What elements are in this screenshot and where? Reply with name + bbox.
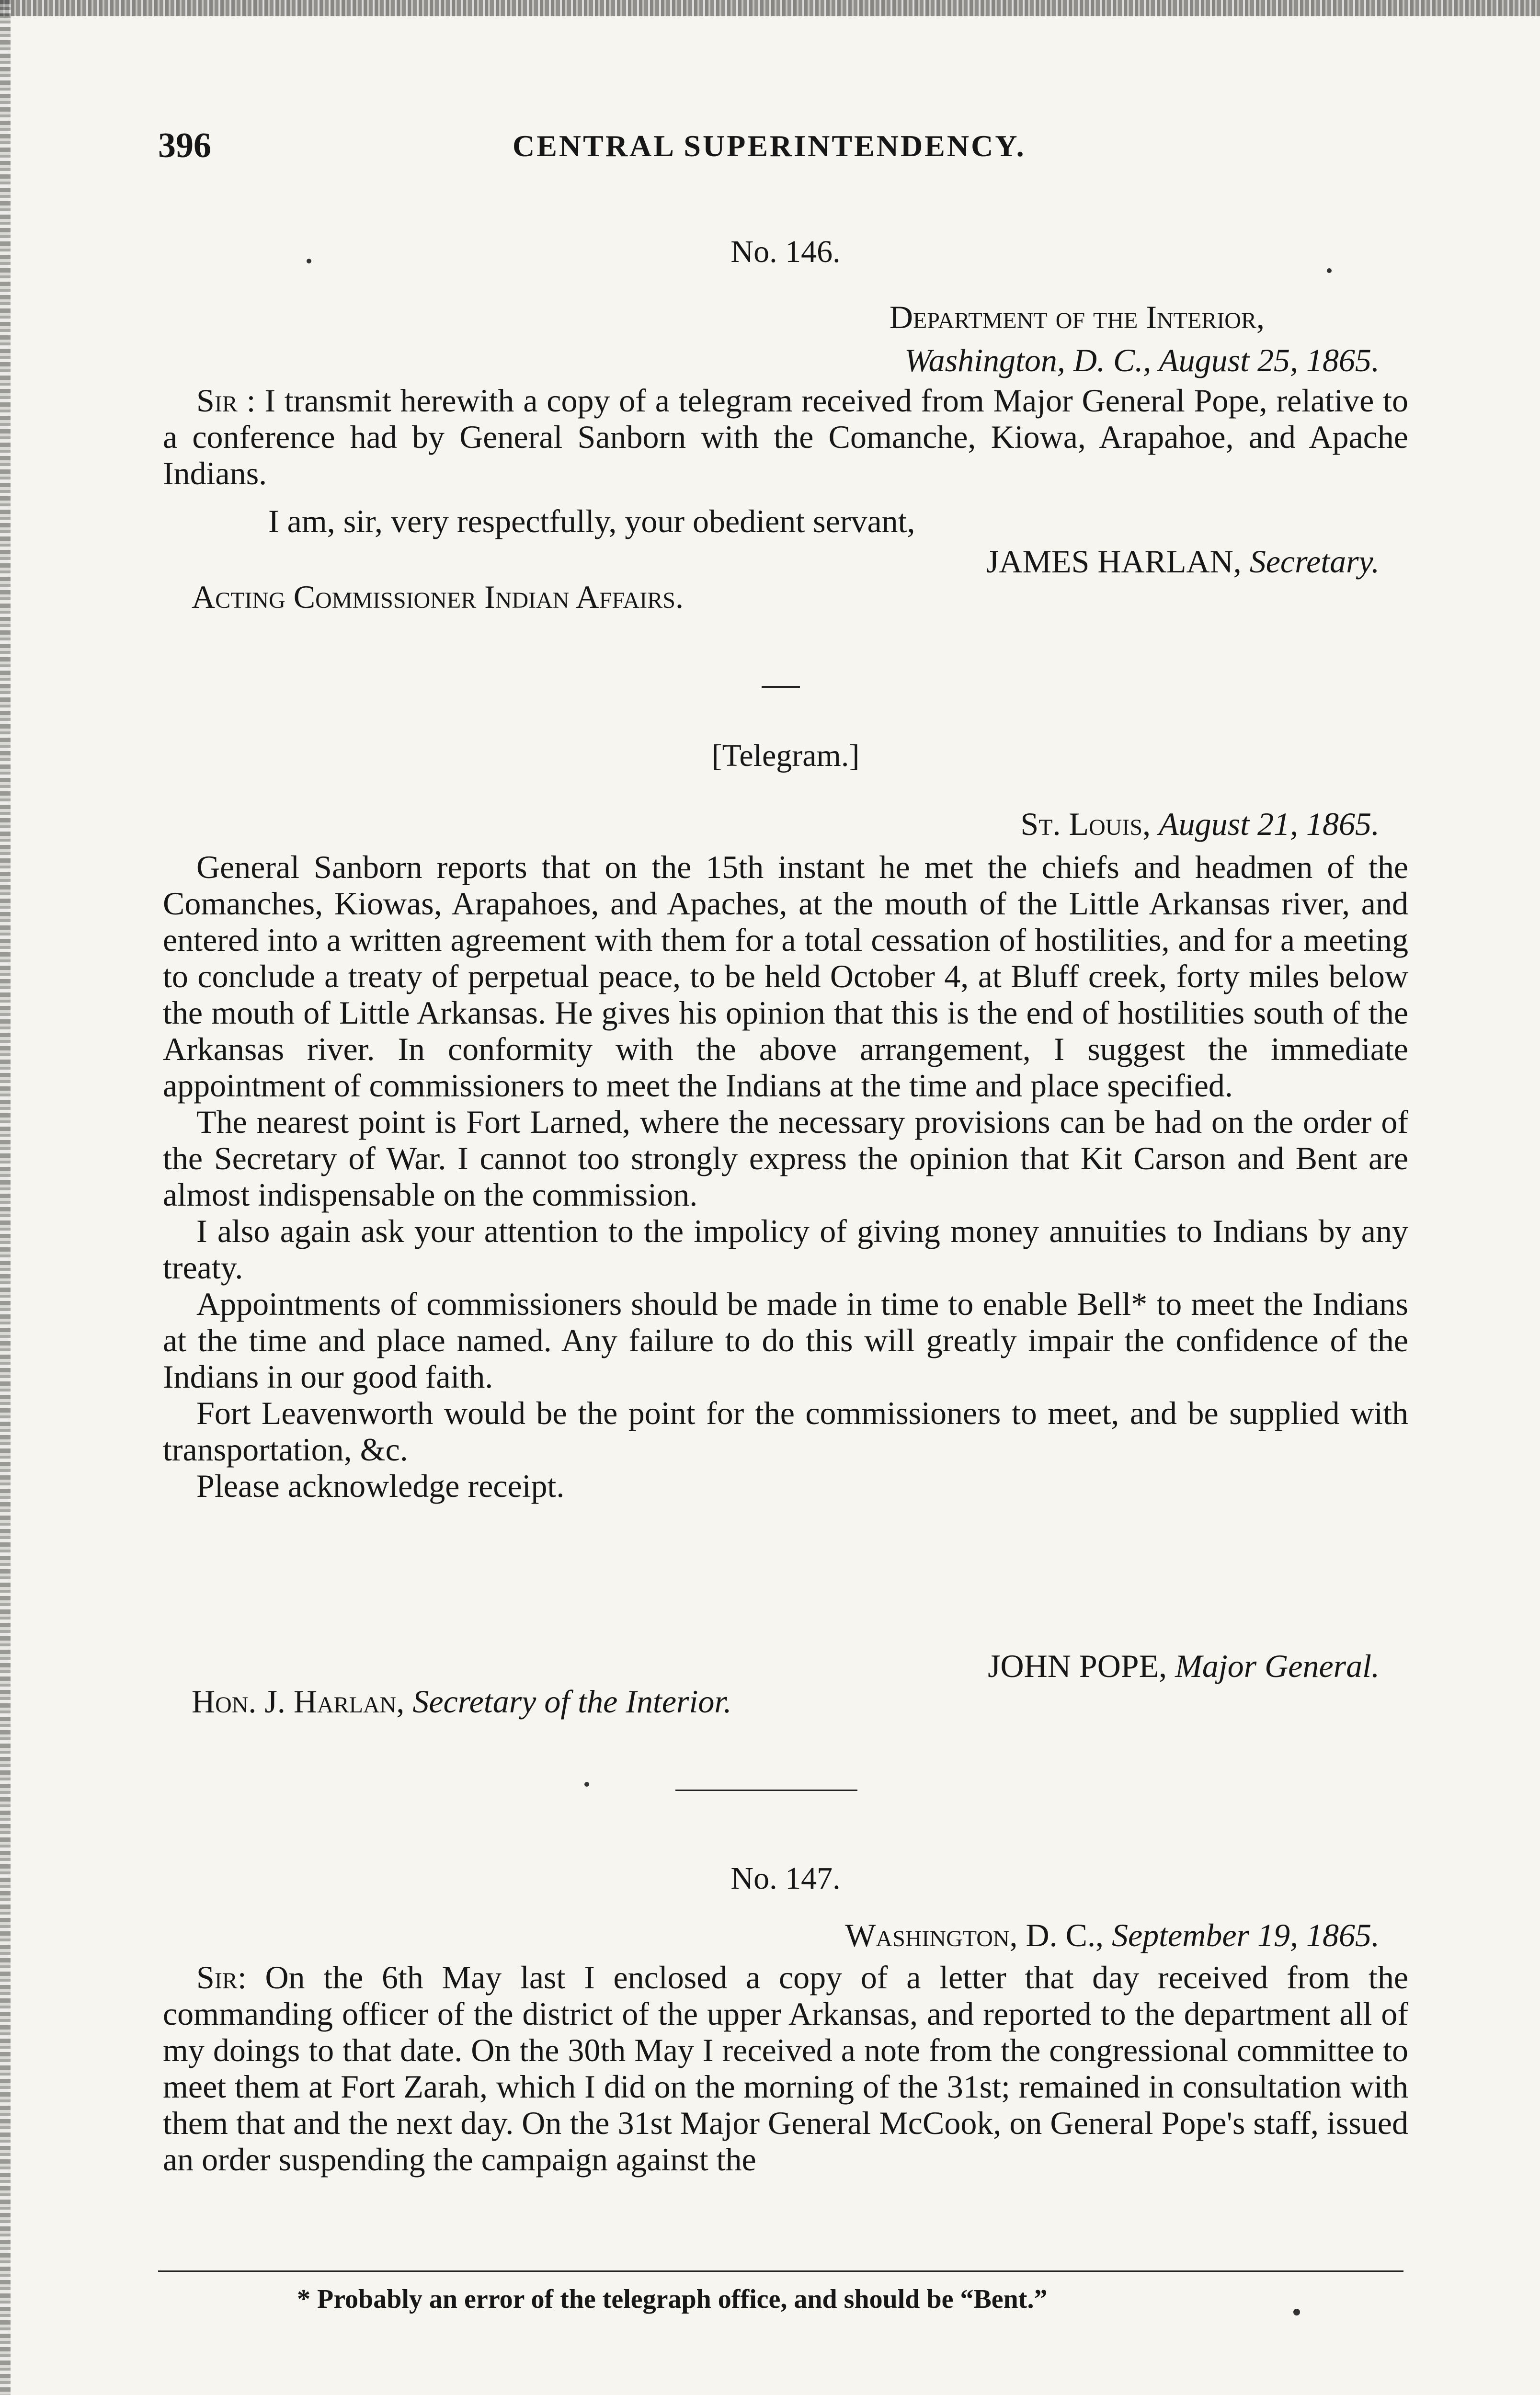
running-head: CENTRAL SUPERINTENDENCY. — [513, 129, 1026, 163]
scan-speck — [584, 1782, 589, 1787]
footnote: * Probably an error of the telegraph office, and should be “Bent.” — [297, 2284, 1048, 2314]
doc146-department: Department of the Interior, — [889, 299, 1265, 335]
telegram-paragraph: Appointments of commissioners should be made in time to enable Bell* to meet the Indians at the time and place named. Any failure to do this will greatly impair the confidence of the Indians in our good faith. — [163, 1286, 1408, 1395]
doc146-signer: JAMES HARLAN, — [986, 543, 1242, 580]
telegram-place: St. Louis, — [1020, 806, 1151, 842]
doc146-body — [163, 382, 1408, 491]
telegram-paragraph: General Sanborn reports that on the 15th instant he met the chiefs and headmen of the Comanches, Kiowas, Arapahoes, and Apaches, at the mouth of the Little Arkansas river, and entered into a written agreement with them for a total cessation of hostilities, and for a meeting to conclude a treaty of perpetual peace, to be held October 4, at Bluff creek, forty miles below the mouth of Little Arkansas. He gives his opinion that this is the end of hostilities south of the Arkansas river. In conformity with the above arrangement, I suggest the immediate appointment of commissioners to meet the Indians at the time and place specified. — [163, 849, 1408, 1104]
section-divider — [675, 1790, 857, 1791]
telegram-addressee-name: Hon. J. Harlan, — [192, 1683, 405, 1720]
doc146-number: No. 146. — [730, 234, 841, 269]
telegram-date: August 21, 1865. — [1159, 806, 1380, 842]
scan-speck — [1327, 268, 1332, 273]
doc147-body — [163, 1959, 1408, 2178]
telegram-paragraph: Please acknowledge receipt. — [196, 1468, 565, 1504]
telegram-signature — [163, 1647, 1380, 1685]
doc146-place-date: Washington, D. C., August 25, 1865. — [904, 342, 1380, 378]
doc146-addressee: Acting Commissioner Indian Affairs. — [192, 579, 684, 615]
footnote-rule — [158, 2270, 1403, 2272]
scan-edge-left — [0, 0, 11, 2395]
doc146-salutation: Sir : — [196, 382, 256, 419]
doc147-body-text: On the 6th May last I enclosed a copy of a letter that day received from the commanding officer of the district of the upper Arkansas, and reported to the department all of my doings to that date. On the 30th May I received a note from the congressional committee to meet them at Fort Zarah, which I did on the morning of the 31st; remained in consultation with them that and the next day. On the 31st Major General McCook, on General Pope's staff, issued an order suspending the campaign against the — [163, 1959, 1408, 2178]
section-divider — [762, 686, 800, 688]
doc146-closing: I am, sir, very respectfully, your obedient servant, — [268, 503, 915, 539]
telegram-place-date — [163, 805, 1380, 843]
scan-speck — [307, 259, 311, 263]
scan-speck — [1293, 2309, 1300, 2315]
scan-edge-top — [0, 0, 1540, 16]
telegram-addressee-title: Secretary of the Interior. — [412, 1683, 732, 1720]
doc147-salutation: Sir: — [196, 1959, 247, 1996]
telegram-signer-title: Major General. — [1175, 1648, 1380, 1684]
telegram-body — [163, 849, 1408, 1504]
doc146-signature — [163, 542, 1380, 581]
doc147-place-date — [163, 1916, 1380, 1954]
doc147-date: September 19, 1865. — [1111, 1917, 1380, 1953]
doc147-number: No. 147. — [730, 1861, 841, 1896]
telegram-label: [Telegram.] — [711, 738, 860, 773]
doc146-body-text: I transmit herewith a copy of a telegram received from Major General Pope, relative to a conference had by General Sanborn with the Comanche, Kiowa, Arapahoe, and Apache Indians. — [163, 382, 1408, 491]
telegram-paragraph: I also again ask your attention to the impolicy of giving money annuities to Indians by any treaty. — [163, 1213, 1408, 1286]
doc146-signer-title: Secretary. — [1249, 543, 1380, 580]
telegram-signer: JOHN POPE, — [988, 1648, 1167, 1684]
doc147-place: Washington, D. C., — [845, 1917, 1104, 1953]
page-number: 396 — [158, 126, 211, 165]
page-header — [158, 125, 1403, 169]
telegram-paragraph: Fort Leavenworth would be the point for the commissioners to meet, and be supplied with transportation, &c. — [163, 1395, 1408, 1468]
telegram-addressee — [192, 1682, 1437, 1721]
telegram-paragraph: The nearest point is Fort Larned, where the necessary provisions can be had on the order of the Secretary of War. I cannot too strongly express the opinion that Kit Carson and Bent are almost indispensable on the commission. — [163, 1104, 1408, 1213]
